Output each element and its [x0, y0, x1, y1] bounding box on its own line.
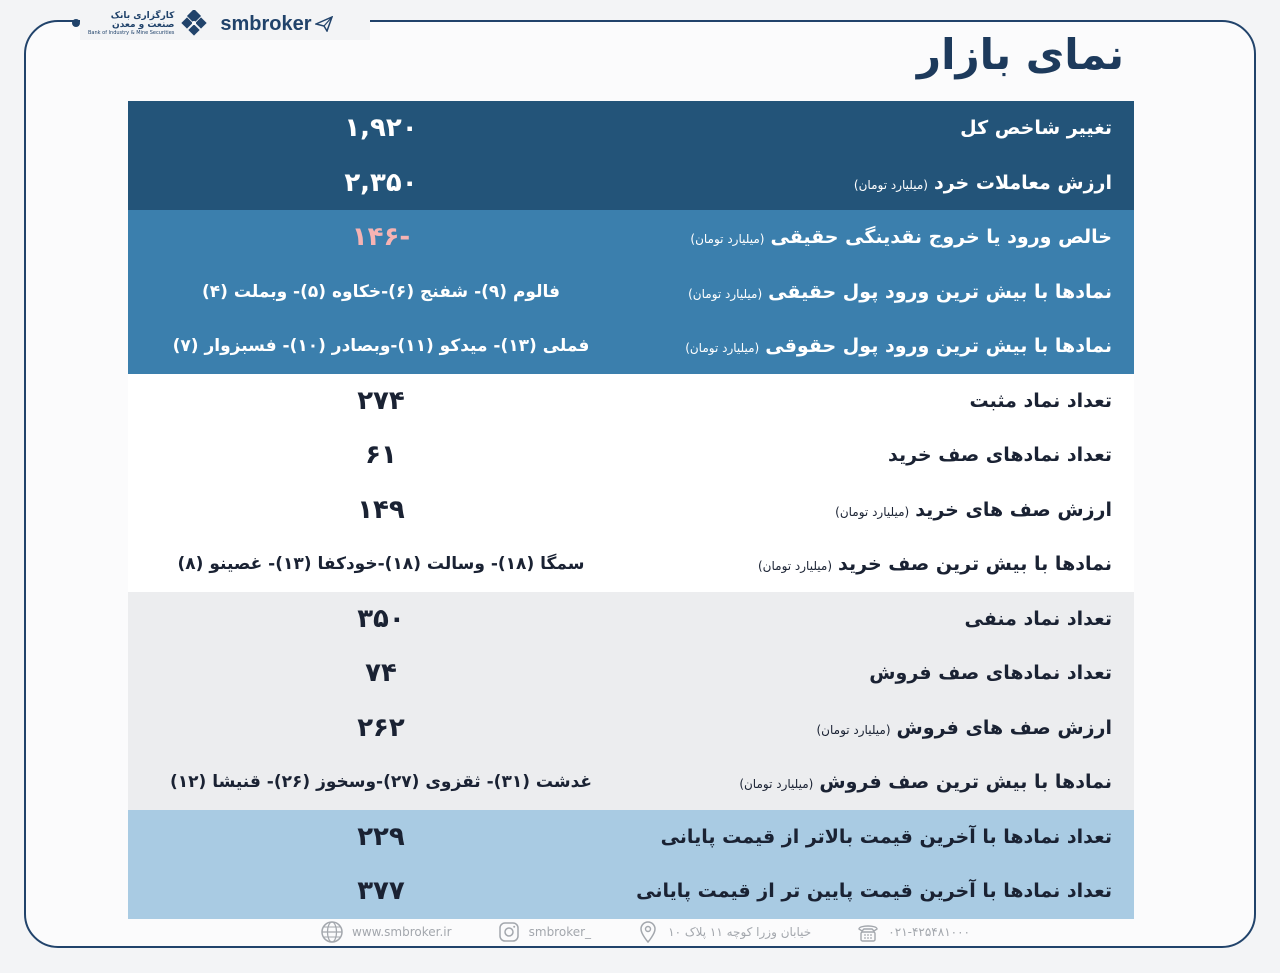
table-row	[128, 265, 1134, 320]
row-value: فالوم (۹)- شفنج (۶)-خکاوه (۵)- وبملت (۴)	[202, 281, 560, 302]
row-value: -۱۴۶	[351, 222, 411, 253]
location-pin-icon	[636, 920, 660, 944]
row-value: ۶۱	[365, 440, 397, 471]
row-value: ۱۴۹	[357, 494, 405, 525]
row-label: ارزش معاملات خرد	[933, 171, 1112, 194]
row-unit: (میلیارد تومان)	[757, 559, 833, 574]
row-value: ۲۷۴	[357, 385, 405, 416]
table-row	[128, 646, 1134, 701]
row-unit: (میلیارد تومان)	[688, 286, 763, 301]
table-row	[128, 810, 1134, 865]
row-unit: (میلیارد تومان)	[739, 777, 814, 792]
instagram-icon	[497, 920, 521, 944]
page-title: نمای بازار	[916, 30, 1124, 79]
row-label: نمادها با بیش ترین ورود پول حقیقی	[768, 280, 1112, 303]
table-row	[128, 319, 1134, 374]
row-unit: (میلیارد تومان)	[685, 341, 760, 356]
table-row	[128, 210, 1134, 265]
paper-plane-icon	[315, 16, 333, 32]
row-unit: (میلیارد تومان)	[690, 232, 765, 247]
table-row	[128, 537, 1134, 592]
row-label: ارزش صف های خرید	[915, 498, 1112, 521]
row-value: ۲۶۲	[357, 712, 405, 743]
row-label: نمادها با بیش ترین صف خرید	[838, 553, 1112, 576]
table-row	[128, 483, 1134, 538]
footer	[320, 918, 970, 946]
row-value: فملی (۱۳)- میدکو (۱۱)-وبصادر (۱۰)- فسبزوار (۷)	[172, 336, 590, 357]
globe-icon	[320, 920, 344, 944]
bank-name-line2: صنعت و معدن	[112, 20, 175, 30]
table-row	[128, 592, 1134, 647]
row-value: ۲۲۹	[357, 821, 405, 852]
table-row	[128, 428, 1134, 483]
telephone-icon	[856, 920, 880, 944]
phone-text: ۰۲۱-۴۲۵۴۸۱۰۰۰	[888, 925, 970, 939]
footer-address	[636, 920, 811, 944]
bank-name-line1: کارگزاری بانک	[110, 10, 175, 21]
brand-logo	[220, 13, 332, 36]
header	[80, 8, 370, 40]
header-dot-left	[72, 19, 80, 27]
row-label: خالص ورود یا خروج نقدینگی حقیقی	[770, 226, 1112, 249]
market-table	[128, 101, 1134, 919]
row-value: غدشت (۳۱)- ثقزوی (۲۷)-وسخوز (۲۶)- قنیشا (۱۲)	[169, 772, 593, 793]
row-label: نمادها با بیش ترین ورود پول حقوقی	[765, 335, 1112, 358]
row-label: تعداد نمادهای صف فروش	[869, 662, 1112, 685]
row-label: تعداد نمادها با آخرین قیمت پایین تر از قیمت پایانی	[636, 880, 1112, 903]
instagram-text: smbroker_	[528, 925, 592, 939]
row-unit: (میلیارد تومان)	[853, 177, 928, 192]
row-value: ۲,۳۵۰	[344, 167, 418, 198]
bank-name-en: Bank of Industry & Mine Securities	[88, 30, 175, 37]
row-value: ۷۴	[365, 658, 397, 689]
table-row	[128, 101, 1134, 156]
row-label: ارزش صف های فروش	[896, 716, 1112, 739]
row-value: سمگا (۱۸)- وسالت (۱۸)-خودکفا (۱۳)- غصینو (۸)	[177, 554, 585, 575]
row-unit: (میلیارد تومان)	[835, 504, 910, 519]
footer-instagram	[497, 920, 591, 944]
table-row	[128, 374, 1134, 429]
table-row	[128, 701, 1134, 756]
row-label: تعداد نماد مثبت	[969, 389, 1112, 412]
row-label: تعداد نماد منفی	[964, 607, 1112, 630]
table-row	[128, 755, 1134, 810]
address-text: خیابان وزرا کوچه ۱۱ پلاک ۱۰	[668, 925, 812, 939]
footer-phone	[856, 920, 970, 944]
table-row	[128, 156, 1134, 211]
row-value: ۳۷۷	[357, 876, 405, 907]
website-text: www.smbroker.ir	[352, 925, 452, 939]
table-row	[128, 864, 1134, 919]
row-label: تغییر شاخص کل	[960, 117, 1112, 140]
brand-name: smbroker	[220, 12, 312, 35]
row-value: ۱,۹۲۰	[344, 113, 418, 144]
row-label: نمادها با بیش ترین صف فروش	[819, 771, 1112, 794]
row-unit: (میلیارد تومان)	[816, 722, 891, 737]
row-label: تعداد نمادهای صف خرید	[887, 444, 1112, 467]
row-value: ۳۵۰	[357, 603, 405, 634]
bank-emblem-icon	[180, 10, 208, 38]
row-label: تعداد نمادها با آخرین قیمت بالاتر از قیمت پایانی	[660, 825, 1112, 848]
footer-website	[320, 920, 452, 944]
bank-logo	[88, 10, 208, 38]
